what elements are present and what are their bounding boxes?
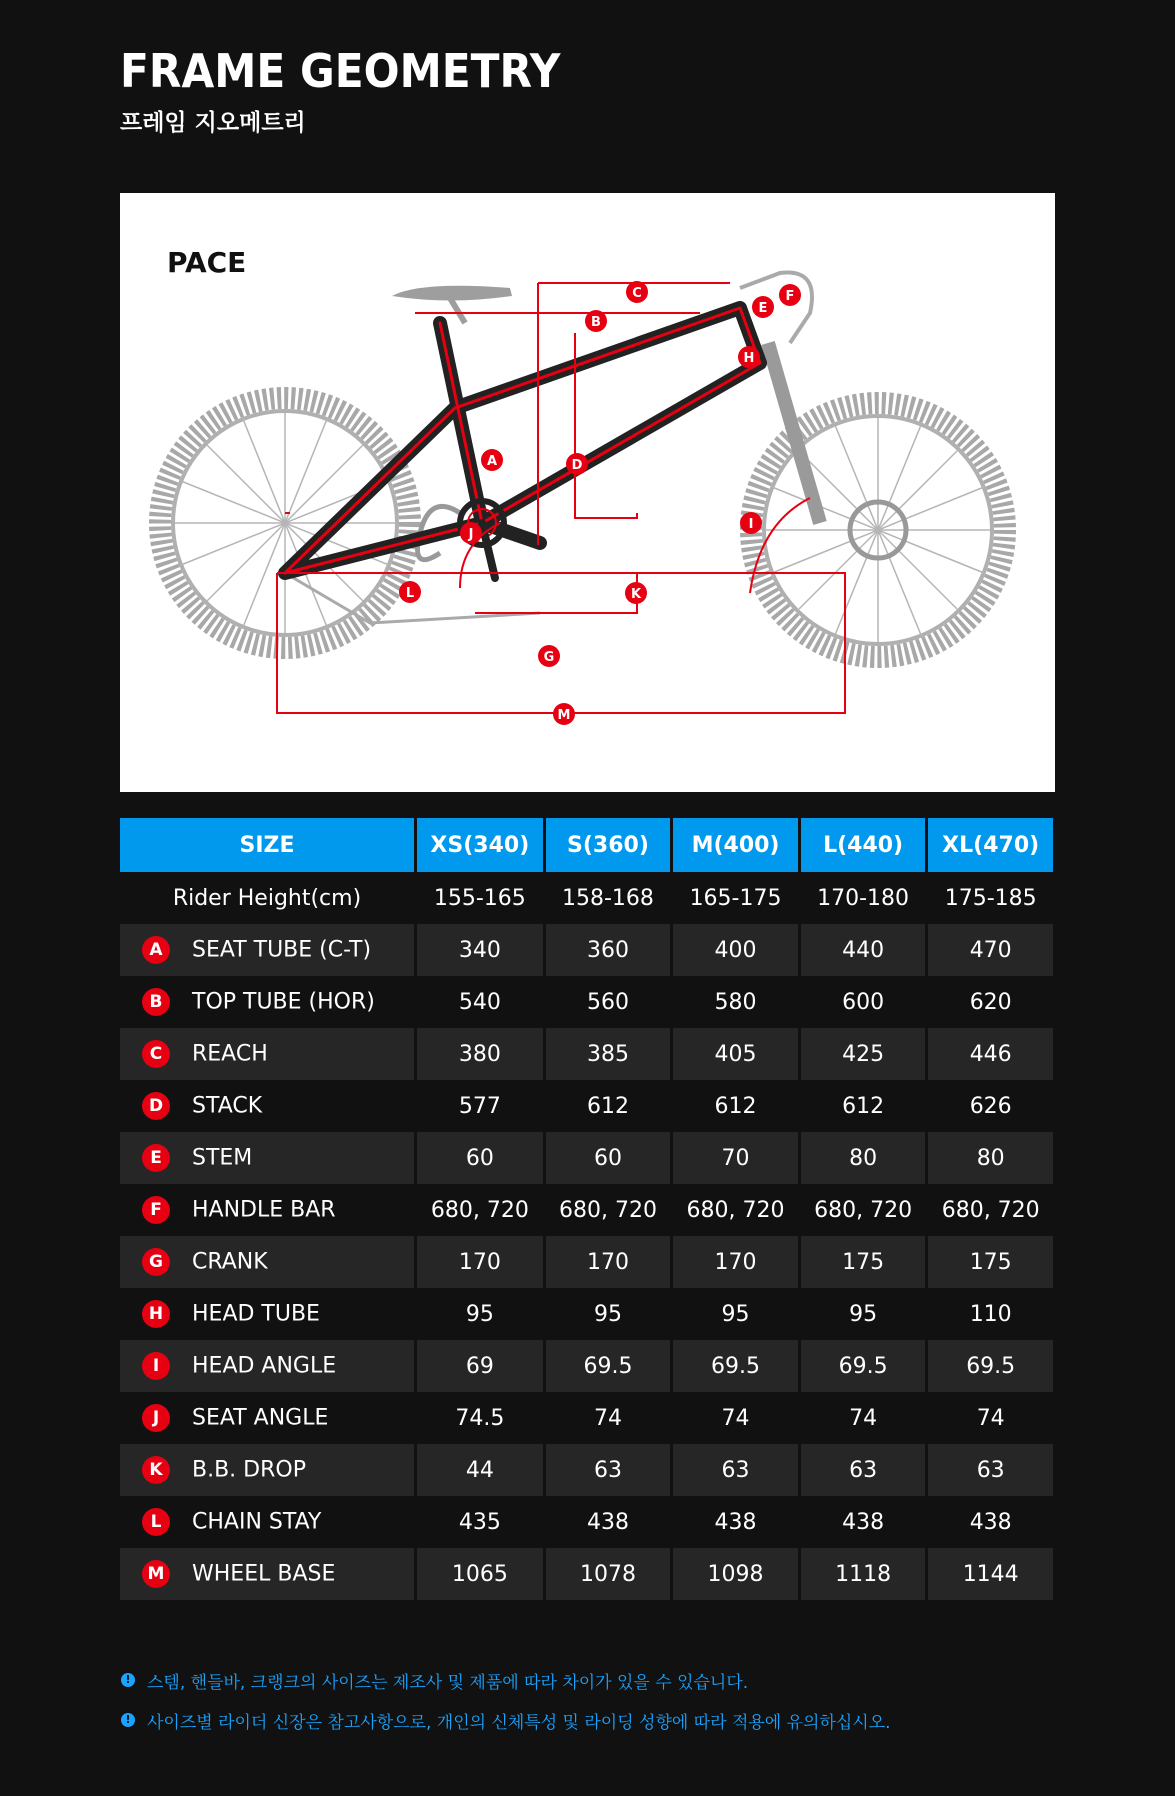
- table-cell: 60: [546, 1132, 671, 1184]
- marker-m: [553, 703, 575, 725]
- table-row: [120, 1132, 1053, 1184]
- table-cell: 1065: [417, 1548, 543, 1600]
- table-cell: 380: [417, 1028, 543, 1080]
- row-label: CRANK: [192, 1249, 268, 1275]
- marker-f: [779, 284, 801, 306]
- rider-height-row: [120, 872, 1053, 924]
- row-label-cell: [120, 1496, 414, 1548]
- table-row: [120, 1288, 1053, 1340]
- marker-badge: L: [142, 1508, 170, 1536]
- table-cell: 74.5: [455, 1405, 505, 1431]
- table-cell: 63: [928, 1444, 1053, 1496]
- svg-text:F: F: [785, 289, 795, 304]
- marker-d: [566, 453, 588, 475]
- row-label: HEAD TUBE: [192, 1301, 320, 1327]
- marker-h: [738, 346, 760, 368]
- table-cell: 470: [928, 924, 1053, 976]
- svg-text:G: G: [543, 650, 555, 665]
- svg-text:D: D: [571, 458, 583, 473]
- table-cell: 70: [673, 1132, 798, 1184]
- table-cell: 425: [801, 1028, 926, 1080]
- table-cell: 1118: [801, 1548, 926, 1600]
- geometry-markers: [399, 281, 801, 725]
- row-label: SEAT ANGLE: [192, 1405, 329, 1431]
- table-cell: 80: [928, 1132, 1053, 1184]
- rear-wheel: [160, 398, 410, 648]
- marker-e: [752, 296, 774, 318]
- table-cell: 612: [842, 1093, 885, 1119]
- table-cell: 74: [849, 1405, 878, 1431]
- note-text: 사이즈별 라이더 신장은 참고사항으로, 개인의 신체특성 및 라이딩 성향에 따라 적용에 유의하십시오.: [147, 1712, 891, 1733]
- marker-badge: F: [142, 1196, 170, 1224]
- note-text: 스템, 핸들바, 크랭크의 사이즈는 제조사 및 제품에 따라 차이가 있을 수 있습니다.: [147, 1672, 749, 1693]
- svg-text:E: E: [758, 301, 768, 316]
- table-cell: 1078: [546, 1548, 671, 1600]
- table-cell: 626: [969, 1093, 1012, 1119]
- table-cell: 110: [969, 1301, 1012, 1327]
- table-cell: 44: [417, 1444, 543, 1496]
- frame: [285, 308, 760, 578]
- row-label: HANDLE BAR: [192, 1197, 336, 1223]
- row-label: HEAD ANGLE: [192, 1353, 337, 1379]
- marker-k: [625, 582, 647, 604]
- svg-text:H: H: [743, 351, 755, 366]
- table-cell: 680, 720: [686, 1197, 785, 1223]
- table-cell: 170: [546, 1236, 671, 1288]
- table-cell: 340: [417, 924, 543, 976]
- table-cell: 600: [842, 989, 885, 1015]
- note-item: [121, 1700, 891, 1740]
- marker-badge: H: [142, 1300, 170, 1328]
- marker-c: [626, 281, 648, 303]
- svg-text:B: B: [591, 315, 601, 330]
- info-icon: !: [121, 1713, 135, 1727]
- table-cell: 69.5: [546, 1340, 671, 1392]
- table-cell: 680, 720: [558, 1197, 657, 1223]
- row-label-cell: [120, 1548, 414, 1600]
- row-label: B.B. DROP: [192, 1457, 306, 1483]
- model-name: PACE: [167, 246, 247, 279]
- bike-illustration: [120, 193, 1055, 792]
- marker-badge: K: [142, 1456, 170, 1484]
- svg-text:C: C: [632, 286, 642, 301]
- svg-text:I: I: [748, 517, 754, 532]
- table-row: [120, 1028, 1053, 1080]
- svg-text:L: L: [405, 586, 415, 601]
- table-cell: 95: [465, 1301, 494, 1327]
- table-cell: 440: [801, 924, 926, 976]
- row-label: TOP TUBE (HOR): [192, 989, 375, 1015]
- header-xs: XS(340): [417, 818, 543, 872]
- table-cell: 175: [801, 1236, 926, 1288]
- table-cell: 170: [417, 1236, 543, 1288]
- table-cell: 158-168: [562, 885, 654, 911]
- marker-i: [740, 512, 762, 534]
- table-cell: 620: [969, 989, 1012, 1015]
- table-cell: 438: [714, 1509, 757, 1535]
- table-cell: 435: [458, 1509, 501, 1535]
- table-row: [120, 1548, 1053, 1600]
- table-cell: 95: [849, 1301, 878, 1327]
- table-cell: 74: [593, 1405, 622, 1431]
- table-cell: 540: [458, 989, 501, 1015]
- table-cell: 438: [969, 1509, 1012, 1535]
- row-label: WHEEL BASE: [192, 1561, 336, 1587]
- marker-badge: D: [142, 1092, 170, 1120]
- table-cell: 560: [586, 989, 629, 1015]
- marker-badge: J: [142, 1404, 170, 1432]
- table-header-row: [120, 818, 1053, 872]
- svg-text:J: J: [468, 527, 474, 542]
- table-cell: 63: [673, 1444, 798, 1496]
- table-cell: 63: [546, 1444, 671, 1496]
- marker-g: [538, 645, 560, 667]
- table-row: [120, 924, 1053, 976]
- note-item: [121, 1660, 891, 1700]
- table-cell: 69: [417, 1340, 543, 1392]
- svg-text:K: K: [630, 587, 642, 602]
- marker-badge: B: [142, 988, 170, 1016]
- table-cell: 69.5: [801, 1340, 926, 1392]
- notes: [121, 1660, 891, 1740]
- geometry-diagram: [120, 193, 1055, 792]
- row-label-cell: [120, 976, 414, 1028]
- table-cell: 360: [546, 924, 671, 976]
- table-cell: 612: [586, 1093, 629, 1119]
- row-label: CHAIN STAY: [192, 1509, 322, 1535]
- table-cell: 95: [593, 1301, 622, 1327]
- header-xl: XL(470): [928, 818, 1053, 872]
- row-label: STACK: [192, 1093, 263, 1119]
- table-cell: 577: [458, 1093, 501, 1119]
- table-cell: 405: [673, 1028, 798, 1080]
- table-cell: 1144: [928, 1548, 1053, 1600]
- table-cell: 400: [673, 924, 798, 976]
- table-cell: 438: [586, 1509, 629, 1535]
- table-cell: 69.5: [673, 1340, 798, 1392]
- table-cell: 80: [801, 1132, 926, 1184]
- row-label-cell: [120, 1392, 414, 1444]
- table-row: [120, 1392, 1053, 1444]
- table-row: [120, 1496, 1053, 1548]
- geometry-table: [117, 818, 1056, 1600]
- page-title: FRAME GEOMETRY: [120, 44, 561, 98]
- row-label-cell: [120, 1288, 414, 1340]
- table-cell: 74: [976, 1405, 1005, 1431]
- marker-badge: M: [142, 1560, 170, 1588]
- table-cell: 74: [721, 1405, 750, 1431]
- row-label: REACH: [192, 1041, 268, 1067]
- table-cell: 69.5: [928, 1340, 1053, 1392]
- marker-badge: C: [142, 1040, 170, 1068]
- row-label-cell: [120, 1132, 414, 1184]
- table-cell: 680, 720: [814, 1197, 913, 1223]
- table-cell: 155-165: [433, 885, 526, 911]
- table-cell: 680, 720: [430, 1197, 529, 1223]
- table-cell: 438: [842, 1509, 885, 1535]
- svg-text:A: A: [486, 454, 498, 469]
- marker-badge: I: [142, 1352, 170, 1380]
- table-cell: 446: [928, 1028, 1053, 1080]
- table-row: [120, 1236, 1053, 1288]
- marker-a: [481, 449, 503, 471]
- row-label-cell: [120, 1028, 414, 1080]
- table-cell: 1098: [673, 1548, 798, 1600]
- header-size: SIZE: [120, 818, 414, 872]
- rider-height-label: Rider Height(cm): [172, 885, 362, 911]
- table-row: [120, 1444, 1053, 1496]
- marker-badge: G: [142, 1248, 170, 1276]
- table-cell: 165-175: [689, 885, 782, 911]
- row-label-cell: [120, 924, 414, 976]
- row-label: SEAT TUBE (C-T): [192, 937, 372, 963]
- info-icon: !: [121, 1673, 135, 1687]
- table-cell: 612: [714, 1093, 757, 1119]
- header-m: M(400): [673, 818, 798, 872]
- marker-b: [585, 310, 607, 332]
- marker-j: [460, 522, 482, 544]
- table-row: [120, 1340, 1053, 1392]
- table-cell: 680, 720: [941, 1197, 1040, 1223]
- table-row: [120, 1184, 1053, 1236]
- table-cell: 63: [801, 1444, 926, 1496]
- row-label-cell: [120, 1340, 414, 1392]
- header-s: S(360): [546, 818, 671, 872]
- row-label-cell: [120, 1444, 414, 1496]
- row-label-cell: [120, 1236, 414, 1288]
- table-cell: 60: [417, 1132, 543, 1184]
- table-row: [120, 976, 1053, 1028]
- marker-badge: A: [142, 936, 170, 964]
- table-cell: 385: [546, 1028, 671, 1080]
- table-cell: 170: [673, 1236, 798, 1288]
- table-cell: 580: [714, 989, 757, 1015]
- svg-text:M: M: [557, 708, 571, 723]
- table-cell: 170-180: [817, 885, 910, 911]
- table-cell: 175: [928, 1236, 1053, 1288]
- marker-l: [399, 581, 421, 603]
- row-label: STEM: [192, 1145, 253, 1171]
- row-label-cell: [120, 1080, 414, 1132]
- header-l: L(440): [801, 818, 926, 872]
- page-subtitle: 프레임 지오메트리: [120, 110, 306, 136]
- marker-badge: E: [142, 1144, 170, 1172]
- table-cell: 95: [721, 1301, 750, 1327]
- row-label-cell: [120, 1184, 414, 1236]
- table-cell: 175-185: [944, 885, 1037, 911]
- table-row: [120, 1080, 1053, 1132]
